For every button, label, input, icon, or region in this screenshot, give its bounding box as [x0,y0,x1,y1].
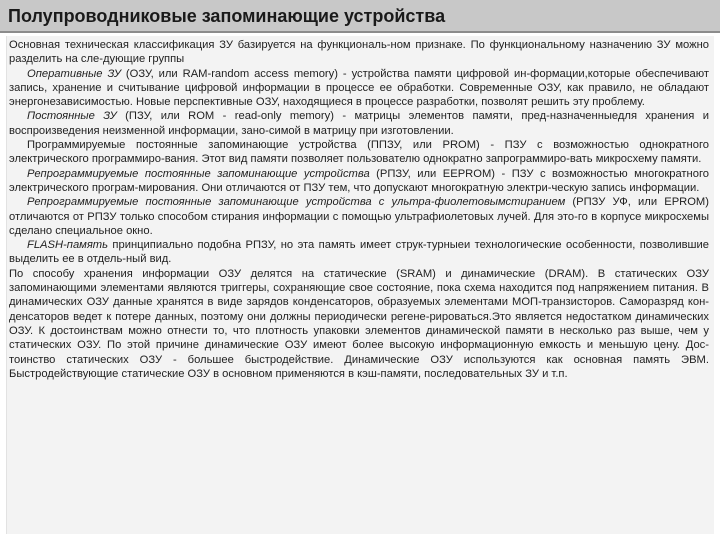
term-italic: Репрограммируемые постоянные запоминающие устройства с ультра-фиолетовымстиранием [27,196,566,209]
title-divider [0,31,720,33]
slide-title: Полупроводниковые запоминающие устройства [8,6,446,26]
body-text: Программируемые постоянные запоминающие устройства (ППЗУ, или PROM) - ПЗУ с возможностью однократного электрического программиро-вания. Этот вид памяти позволяет пользователю однократно запрограммиро-вать микросхему памяти. [9,139,709,166]
title-bar [0,0,720,31]
term-italic: Репрограммируемые постоянные запоминающие устройства [27,167,370,180]
body-text: принципиально подобна РПЗУ, но эта память имеет струк-турныеи технологические особенности, позволившие выделить ее в отдель-ный вид. [9,239,709,266]
prom-paragraph [9,138,709,167]
eeprom-paragraph [9,167,709,196]
rom-paragraph [9,109,709,138]
body-text: (ПЗУ, или ROM - read-only memory) - матрицы элементов памяти, пред-назначенныедля хранения и воспроизведения неизменной информации, зано-симой в матрицу при изготовлении. [9,110,709,137]
ram-paragraph [9,67,709,110]
body-text: По способу хранения информации ОЗУ делятся на статические (SRAM) и динамические (DRAM). В статических ОЗУ запоминающими элементами являются триггеры, сохраняющие свое состояние, пока схема находится под напряжением питания. В динамических ОЗУ данные хранятся в виде зарядов конденсаторов, образуемых элементами МОП-транзисторов. Саморазряд кон-денсаторов ведет к потере данных, поэтому они должны периодически регене-рироваться.Это является недостатком динамических ОЗУ. К достоинствам можно отнести то, что плотность упаковки элементов динамической памяти в несколько раз выше, чем у статических ОЗУ. По этой причине динамические ОЗУ имеют более высокую информационную емкость и меньшую цену. Дос-тоинство статических ОЗУ - большее быстродействие. Динамические ОЗУ используются как основная память ЭВМ. Быстродействующие статические ОЗУ в основном применяются в кэш-памяти, последовательных ЗУ и т.п. [9,267,709,380]
body-text: Основная техническая классификация ЗУ базируется на функциональ-ном признаке. По функциональному назначению ЗУ можно разделить на сле-дующие группы [9,39,709,66]
term-italic: FLASH-память [27,239,109,252]
flash-paragraph [9,238,709,267]
intro-paragraph [9,38,709,67]
uv-eprom-paragraph [9,195,709,238]
body-text: (РПЗУ УФ, или EPROM) отличаются от РПЗУ только способом стирания информации с помощью ультрафиолетовых лучей. Для это-го в корпусе микросхемы сделано специальное окно. [9,196,709,237]
content-area [6,36,714,534]
sram-dram-paragraph [9,267,709,381]
body-text: (ОЗУ, или RAM-random access memory) - устройства памяти цифровой ин-формации,которые обеспечивают запись, хранение и считывание цифровой информации в процессе ее обработки. Современные ОЗУ, как правило, не обладают энергонезависимостью. Новые перспективные ОЗУ, находящиеся в процессе разработки, позволят решить эту проблему. [9,67,710,109]
body-text: (РПЗУ, или EEPROM) - ПЗУ с возможностью многократного электрического програм-мирования. Они отличаются от ПЗУ тем, что допускают многократную электри-ческую запись информации. [9,167,710,194]
term-italic: Оперативные ЗУ [27,67,121,80]
term-italic: Постоянные ЗУ [27,110,117,123]
